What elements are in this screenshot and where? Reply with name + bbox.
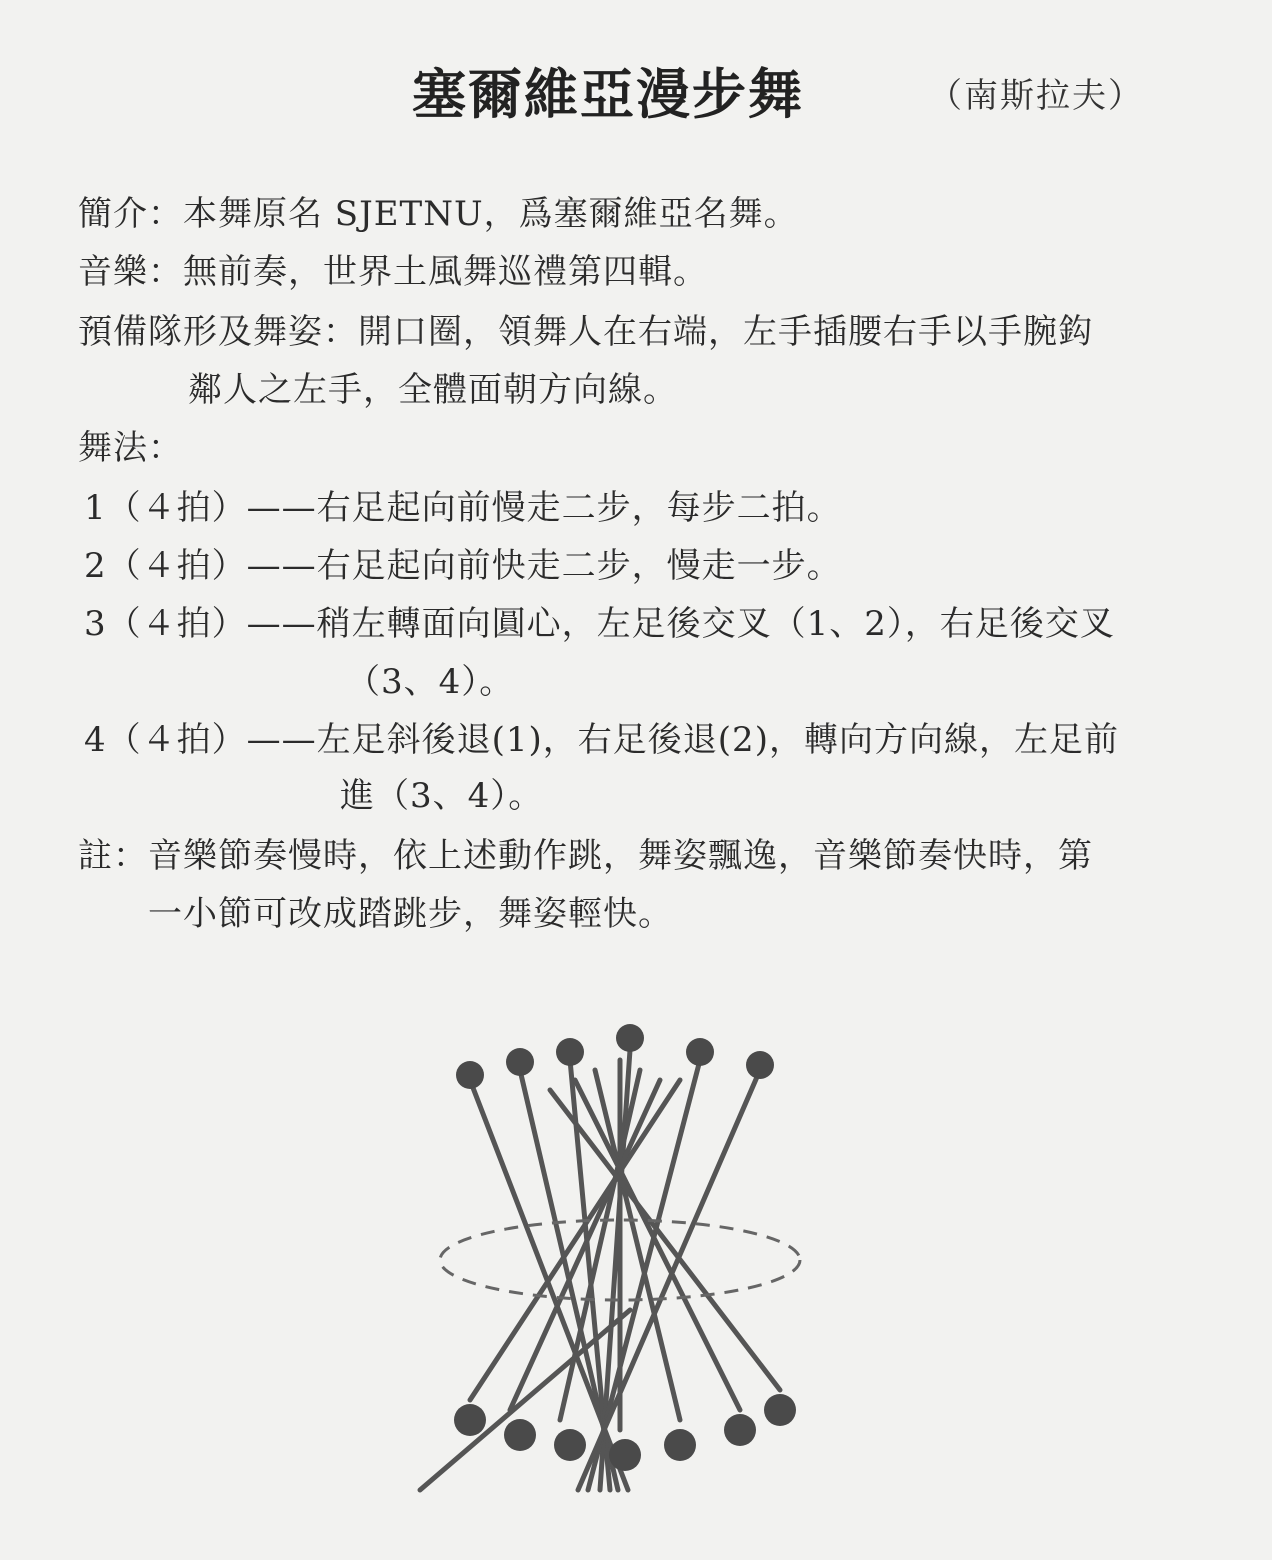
method-label: 舞法： bbox=[78, 428, 183, 468]
formation-line-1: 預備隊形及舞姿：開口圈，領舞人在右端，左手插腰右手以手腕鈎 bbox=[78, 312, 1093, 352]
step-4-line-1: 4（４拍）——左足斜後退(1)，右足後退(2)，轉向方向線，左足前 bbox=[84, 720, 1119, 760]
dance-origin: （南斯拉夫） bbox=[928, 76, 1144, 116]
dancers-illustration bbox=[360, 990, 840, 1510]
step-3-line-1: 3（４拍）——稍左轉面向圓心，左足後交叉（1、2），右足後交叉 bbox=[84, 604, 1115, 644]
dance-title: 塞爾維亞漫步舞 bbox=[412, 63, 804, 126]
note-line-1: 註：音樂節奏慢時，依上述動作跳，舞姿飄逸，音樂節奏快時，第 bbox=[78, 836, 1093, 876]
formation-line-2: 鄰人之左手，全體面朝方向線。 bbox=[188, 370, 678, 410]
step-2-line-1: 2（４拍）——右足起向前快走二步，慢走一步。 bbox=[84, 546, 842, 586]
intro-line: 簡介：本舞原名 SJETNU，爲塞爾維亞名舞。 bbox=[78, 194, 799, 234]
step-1-line-1: 1（４拍）——右足起向前慢走二步，每步二拍。 bbox=[84, 488, 842, 528]
step-3-line-2: （3、4）。 bbox=[346, 662, 515, 702]
music-line: 音樂：無前奏，世界土風舞巡禮第四輯。 bbox=[78, 252, 708, 292]
note-line-2: 一小節可改成踏跳步，舞姿輕快。 bbox=[148, 894, 673, 934]
step-4-line-2: 進（3、4）。 bbox=[340, 776, 544, 816]
